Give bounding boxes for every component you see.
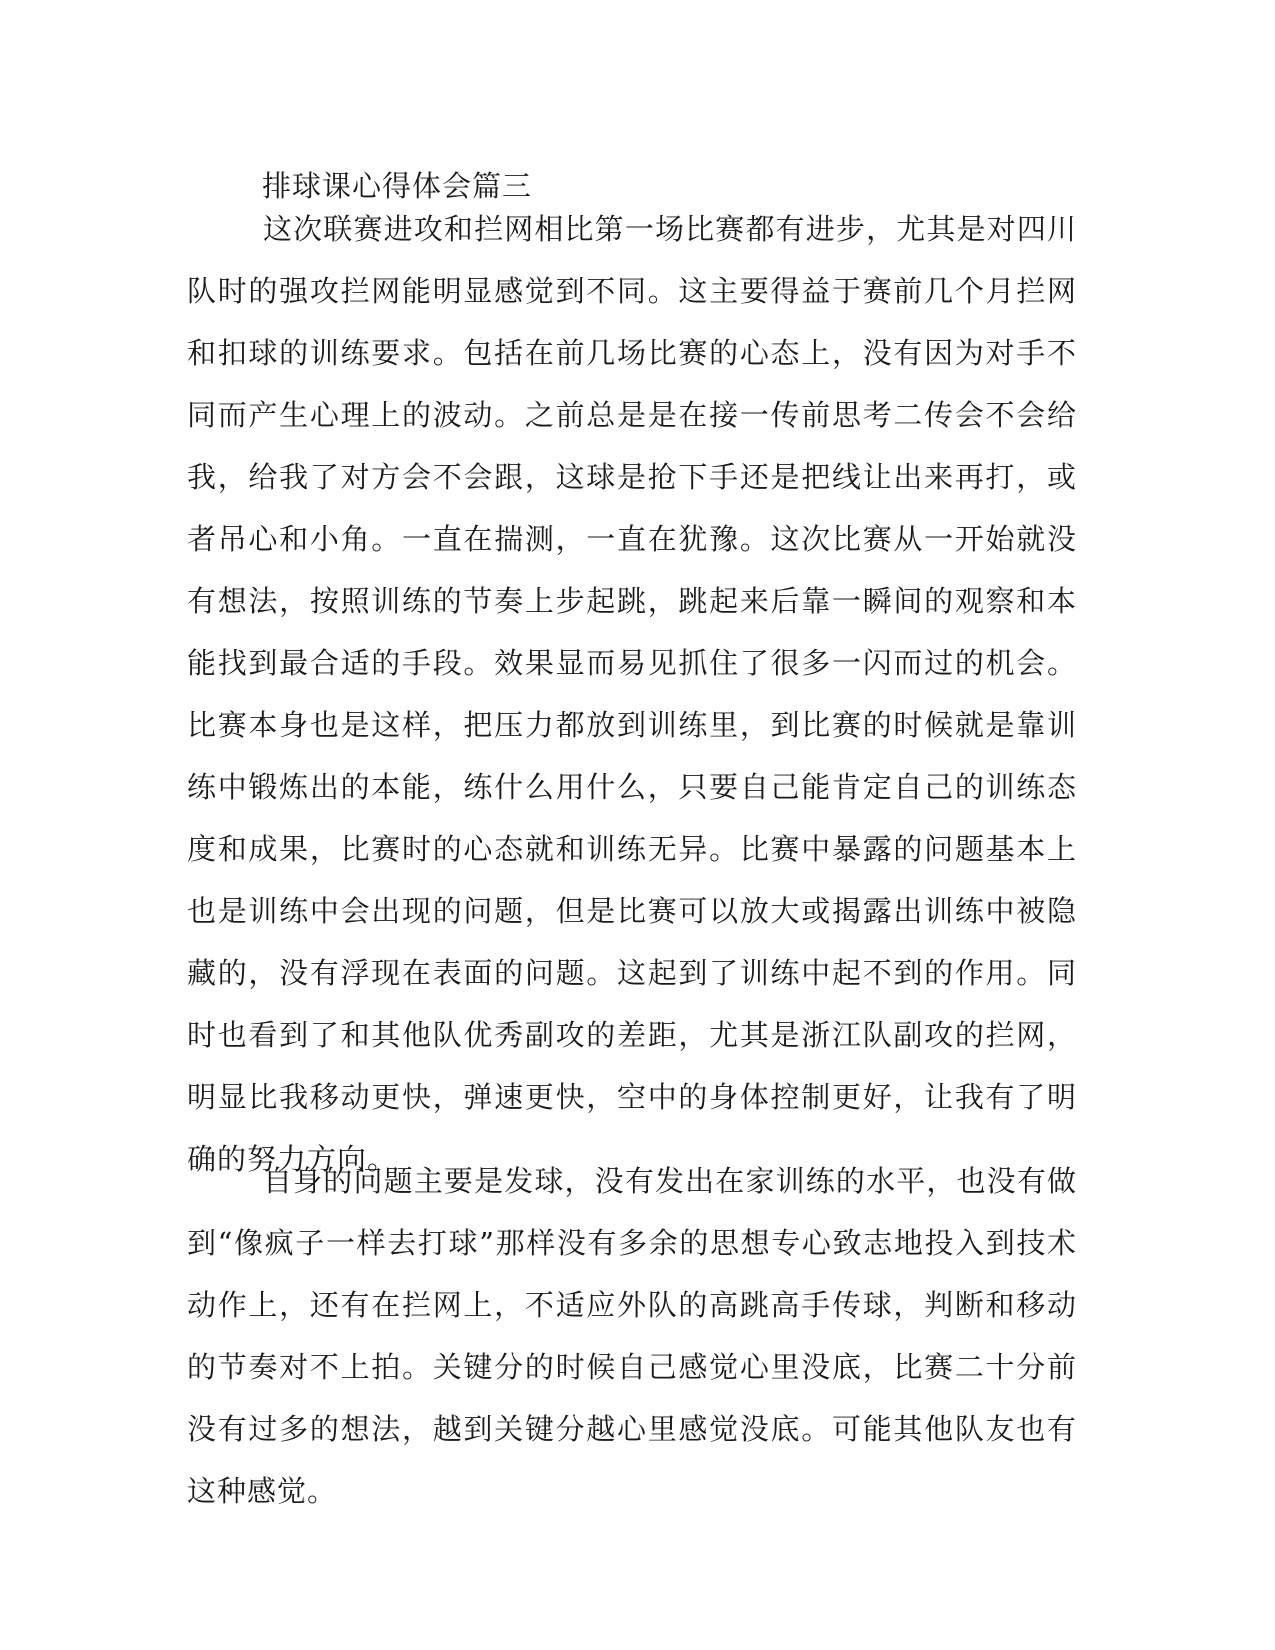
body-paragraph-1: 这次联赛进攻和拦网相比第一场比赛都有进步，尤其是对四川队时的强攻拦网能明显感觉到不同。这主要得益于赛前几个月拦网和扣球的训练要求。包括在前几场比赛的心态上，没有因为对手不同而产生心理上的波动。之前总是是在接一传前思考二传会不会给我，给我了对方会不会跟，这球是抢下手还是把线让出来再打，或者吊心和小角。一直在揣测，一直在犹豫。这次比赛从一开始就没有想法，按照训练的节奏上步起跳，跳起来后靠一瞬间的观察和本能找到最合适的手段。效果显而易见抓住了很多一闪而过的机会。比赛本身也是这样，把压力都放到训练里，到比赛的时候就是靠训练中锻炼出的本能，练什么用什么，只要自己能肯定自己的训练态度和成果，比赛时的心态就和训练无异。比赛中暴露的问题基本上也是训练中会出现的问题，但是比赛可以放大或揭露出训练中被隐藏的，没有浮现在表面的问题。这起到了训练中起不到的作用。同时也看到了和其他队优秀副攻的差距，尤其是浙江队副攻的拦网，明显比我移动更快，弹速更快，空中的身体控制更好，让我有了明确的努力方向。 [187,212,1077,1176]
body-paragraph-2: 自身的问题主要是发球，没有发出在家训练的水平，也没有做到“像疯子一样去打球”那样没有多余的思想专心致志地投入到技术动作上，还有在拦网上，不适应外队的高跳高手传球，判断和移动的节奏对不上拍。关键分的时候自己感觉心里没底，比赛二十分前没有过多的想法，越到关键分越心里感觉没底。可能其他队友也有这种感觉。 [187,1164,1077,1508]
document-title: 排球课心得体会篇三 [262,169,533,203]
